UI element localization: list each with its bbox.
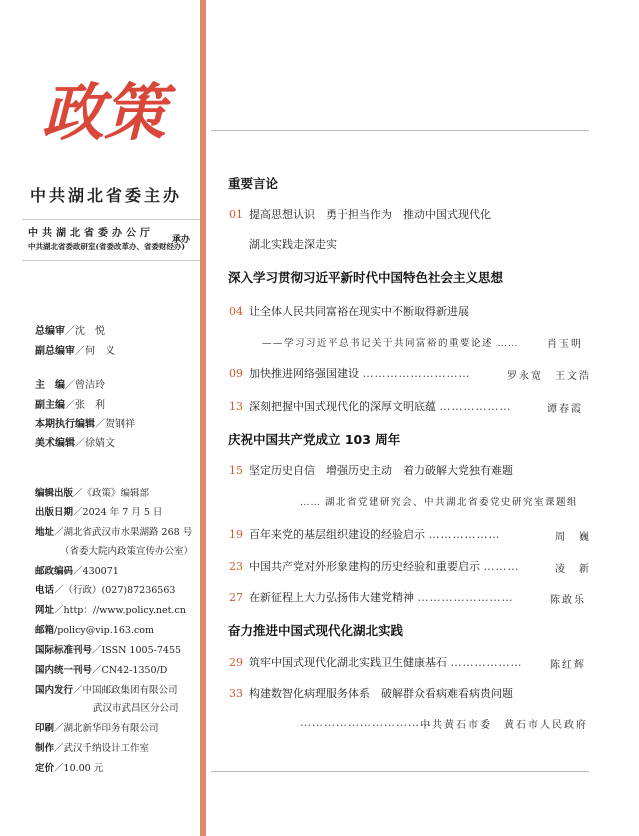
magazine-logo <box>40 62 180 156</box>
toc-section-heading: 深入学习贯彻习近平新时代中国特色社会主义思想 <box>228 270 504 285</box>
toc-author: 肖玉明 <box>547 339 583 350</box>
top-rule <box>211 130 589 131</box>
pub-row: 电话／（行政）(027)87236563 <box>35 585 176 596</box>
toc-item[interactable]: 09 加快推进网络强国建设 ……………………… <box>229 367 471 380</box>
toc-item[interactable]: 01 提高思想认识 勇于担当作为 推动中国式现代化 <box>229 208 491 221</box>
toc-item-author-line: …………………………… <box>300 716 432 729</box>
toc-section-heading: 重要言论 <box>228 176 279 191</box>
toc-section-heading: 奋力推进中国式现代化湖北实践 <box>228 623 404 638</box>
toc-item[interactable]: 13 深刻把握中国式现代化的深厚文明底蕴 ……………… <box>229 400 512 413</box>
toc-item-subtitle: ——学习习近平总书记关于共同富裕的重要论述 …… <box>262 338 519 349</box>
pub-row: 武汉市武昌区分公司 <box>93 703 179 714</box>
host-line-2: 中共湖北省委政研室(省委改革办、省委财经办) <box>28 242 186 251</box>
logo-text: 政策 <box>42 76 167 149</box>
staff-row: 副主编／张 利 <box>35 400 105 411</box>
toc-author: 陈敢乐 <box>550 595 586 606</box>
host-suffix: 承办 <box>172 235 191 245</box>
pub-row: 出版日期／2024 年 7 月 5 日 <box>35 507 163 518</box>
toc-item[interactable]: 29 筑牢中国式现代化湖北实践卫生健康基石 ……………… <box>229 656 523 669</box>
toc-item[interactable]: 23 中国共产党对外形象建构的历史经验和重要启示 ……… <box>229 560 520 573</box>
toc-item-author-line: …… 湖北省党建研究会、中共湖北省委党史研究室课题组 <box>300 497 579 508</box>
pub-row: 印刷／湖北新华印务有限公司 <box>35 723 159 734</box>
staff-row: 主 编／曾洁玲 <box>35 380 105 391</box>
pub-row: 国内统一刊号／CN42-1350/D <box>35 665 168 676</box>
pub-row: 编辑出版／《政策》编辑部 <box>35 488 150 499</box>
toc-item[interactable]: 27 在新征程上大力弘扬伟大建党精神 …………………… <box>229 591 514 604</box>
pub-row: 邮箱/policy@vip.163.com <box>35 625 154 636</box>
toc-author: 陈红辉 <box>550 660 586 671</box>
bottom-rule <box>211 771 589 772</box>
host-line-1: 中共湖北省委办公厅 <box>28 228 154 239</box>
toc-author: 谭春霞 <box>547 404 583 415</box>
toc-author: 中共黄石市委 黄石市人民政府 <box>420 720 588 731</box>
toc-author: 周 巍 <box>555 532 591 543</box>
toc-item[interactable]: 04 让全体人民共同富裕在现实中不断取得新进展 <box>229 305 469 318</box>
toc-section-heading: 庆祝中国共产党成立 103 周年 <box>228 432 401 447</box>
toc-author: 罗永宽 王文浩 <box>507 371 591 382</box>
toc-author: 凌 新 <box>555 564 591 575</box>
toc-item[interactable]: 15 坚定历史自信 增强历史主动 着力破解大党独有难题 <box>229 464 513 477</box>
toc-item[interactable]: 33 构建数智化病理服务体系 破解群众看病难看病贵问题 <box>229 687 513 700</box>
staff-row: 本期执行编辑／贺钢祥 <box>35 419 135 430</box>
pub-row: 邮政编码／430071 <box>35 566 119 577</box>
staff-row: 美术编辑／徐婧文 <box>35 438 115 449</box>
pub-row: 网址／http：//www.policy.net.cn <box>35 605 186 616</box>
toc-item[interactable]: 19 百年来党的基层组织建设的经验启示 ……………… <box>229 528 501 541</box>
pub-row: 地址／湖北省武汉市水果湖路 268 号 <box>35 527 193 538</box>
pub-row: 定价／10.00 元 <box>35 763 104 774</box>
toc-item-continued[interactable]: 湖北实践走深走实 <box>249 238 337 251</box>
logo-calligraphy <box>40 62 180 152</box>
pub-row: 国内发行／中国邮政集团有限公司 <box>35 685 178 696</box>
vertical-accent-bar <box>200 0 206 836</box>
sponsor-org: 中共湖北省委主办 <box>30 186 183 205</box>
pub-row: （省委大院内政策宣传办公室） <box>60 546 194 557</box>
pub-row: 国际标准刊号／ISSN 1005-7455 <box>35 645 182 656</box>
pub-row: 制作／武汉千纳设计工作室 <box>35 743 150 754</box>
staff-row: 副总编审／何 义 <box>35 346 115 357</box>
staff-row: 总编审／沈 悦 <box>35 326 105 337</box>
